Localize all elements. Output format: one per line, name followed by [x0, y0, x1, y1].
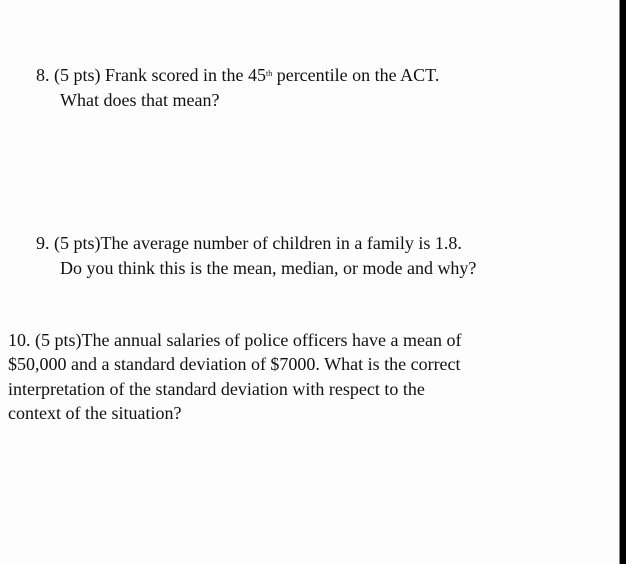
question-8-text-a: 8. (5 pts) Frank scored in the 45	[36, 65, 266, 85]
ordinal-suffix: th	[265, 69, 273, 78]
question-10-line-3: interpretation of the standard deviation with respect to the	[8, 379, 425, 399]
question-9-line-1: 9. (5 pts)The average number of children in a family is 1.8.	[36, 233, 462, 253]
question-8-line-1	[36, 64, 439, 86]
question-8-line-2: What does that mean?	[60, 90, 220, 110]
question-10-line-4: context of the situation?	[8, 403, 182, 423]
question-8-text-b: percentile on the ACT.	[276, 65, 440, 85]
question-10-line-2: $50,000 and a standard deviation of $7000. What is the correct	[8, 354, 461, 374]
question-10-line-1: 10. (5 pts)The annual salaries of police officers have a mean of	[8, 330, 462, 350]
page-edge-bar	[619, 0, 626, 564]
question-9-line-2: Do you think this is the mean, median, or mode and why?	[60, 258, 477, 278]
